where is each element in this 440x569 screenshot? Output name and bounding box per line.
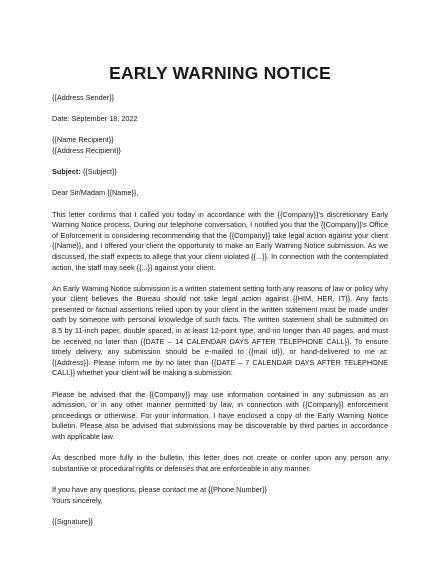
document-title: EARLY WARNING NOTICE bbox=[109, 63, 331, 83]
salutation-block bbox=[52, 188, 388, 199]
closing-block bbox=[52, 485, 388, 506]
date-block bbox=[52, 114, 388, 125]
closing-line: If you have any questions, please contact me at {{Phone Number}} bbox=[52, 484, 267, 494]
name-recipient: {{Name Recipient}} bbox=[52, 135, 114, 145]
paragraph-2: An Early Warning Notice submission is a written statement setting forth any reasons of law or policy why your client believes the Bureau should not take legal action against {{HIM, HER, IT}}. Any facts presented or factual assertions relied upon by your client in the written statement must be made under oath by someone with personal knowledge of such facts. The written statement shall be submitted on 8.5 by 11-inch paper, double spaced, in at least 12-point type, and no longer than 40 pages, and must be received no later than {{DATE – 14 CALENDAR DAYS AFTER TELEPHONE CALL}}. To ensure timely delivery, any submission should be e-mailed to {{mail id}}, or hand-delivered to me at: {{Address}}. Please inform me by no later than {{DATE – 7 CALENDAR DAYS AFTER TELEPHONE CALL}} whether your client will be making a submission. bbox=[52, 283, 388, 378]
salutation: Dear Sir/Madam {{Name}}, bbox=[52, 188, 139, 198]
valediction: Yours sincerely, bbox=[52, 495, 103, 505]
signature-placeholder: {{Signature}} bbox=[52, 516, 93, 526]
subject-line bbox=[52, 167, 388, 178]
sender-block bbox=[52, 93, 388, 104]
address-recipient: {{Address Recipient}} bbox=[52, 145, 121, 155]
recipient-block bbox=[52, 135, 388, 156]
subject-block bbox=[52, 167, 388, 178]
paragraph-3: Please be advised that the {{Company}} may use information contained in any submission as an admission, or in any other manner permitted by law, in connection with {{Company}} enforcement proceedings or otherwise. For your information, I have enclosed a copy of the Early Warning Notice bulletin. Please also be advised that submissions may be discoverable by third parties in accordance with applicable law. bbox=[52, 389, 388, 441]
signature-block bbox=[52, 517, 388, 528]
letter-date: Date: September 18, 2022 bbox=[52, 114, 138, 124]
subject-label: Subject: bbox=[52, 167, 81, 177]
paragraph-1: This letter confirms that I called you today in accordance with the {{Company}}'s discretionary Early Warning Notice process. During our telephone conversation, I notified you that the {{Company}}'s Office of Enforcement is considering recommending that the {{Company}} take legal action against your client {{Name}}, and I offered your client the opportunity to make an Early Warning Notice submission. As we discussed, the staff expects to allege that your client violated {{...}}. In connection with the contemplated action, the staff may seek {{...}} against your client. bbox=[52, 209, 388, 272]
address-sender: {{Address Sender}} bbox=[52, 93, 115, 102]
subject-value: {{Subject}} bbox=[80, 167, 117, 177]
paragraph-4: As described more fully in the bulletin, this letter does not create or confer upon any person any substantive or procedural rights or defenses that are enforceable in any manner. bbox=[52, 453, 388, 473]
